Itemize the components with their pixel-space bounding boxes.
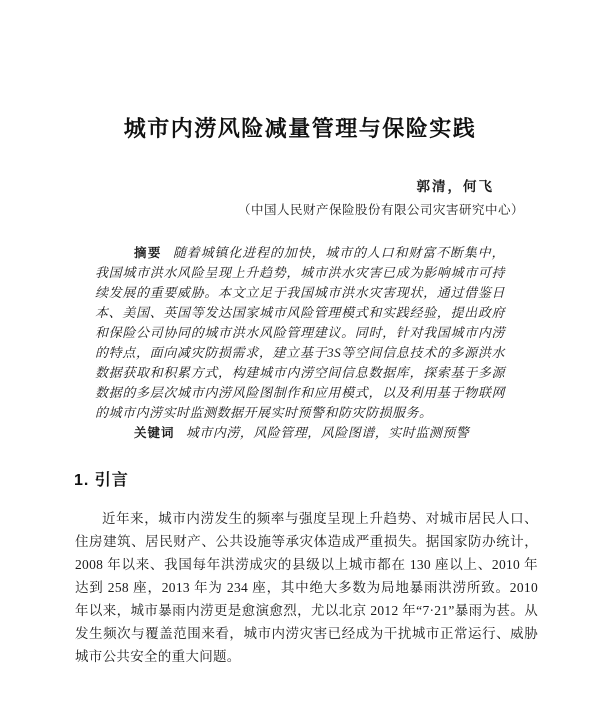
keywords-label: 关键词 — [134, 426, 175, 440]
abstract-paragraph — [95, 243, 505, 423]
keywords-paragraph — [95, 423, 505, 443]
section-1-paragraph: 近年来，城市内涝发生的频率与强度呈现上升趋势、对城市居民人口、住房建筑、居民财产、公共设施等承灾体造成严重损失。据国家防办统计，2008 年以来、我国每年洪涝成灾的县级以上城市都在 130 座以上、2010 年达到 258 座，2013 年为 234 座，其中绝大多数为局地暴雨洪涝所致。2010 年以来，城市暴雨内涝更是愈演愈烈，尤以北京 2012 年“7·21”暴雨为甚。从发生频次与覆盖范围来看，城市内涝灾害已经成为干扰城市正常运行、威胁城市公共安全的重大问题。 — [75, 511, 538, 664]
keywords-text: 城市内涝，风险管理，风险图谱，实时监测预警 — [185, 425, 470, 440]
abstract-label: 摘要 — [134, 246, 162, 260]
paper-title: 城市内涝风险减量管理与保险实践 — [123, 116, 477, 141]
section-1-heading: 1. 引言 — [74, 472, 129, 489]
abstract-block — [95, 243, 505, 443]
authors-line: 郭清，何飞 — [416, 179, 494, 194]
affiliation-line: （中国人民财产保险股份有限公司灾害研究中心） — [237, 203, 524, 217]
abstract-text: 随着城镇化进程的加快，城市的人口和财富不断集中，我国城市洪水风险呈现上升趋势，城市洪水灾害已成为影响城市可持续发展的重要威胁。本文立足于我国城市洪水灾害现状，通过借鉴日本、美国、英国等发达国家城市风险管理模式和实践经验，提出政府和保险公司协同的城市洪水风险管理建议。同时，针对我国城市内涝的特点，面向减灾防损需求，建立基于3S等空间信息技术的多源洪水数据获取和积累方式，构建城市内涝空间信息数据库，探索基于多源数据的多层次城市内涝风险图制作和应用模式，以及利用基于物联网的城市内涝实时监测数据开展实时预警和防灾防损服务。 — [95, 245, 505, 420]
